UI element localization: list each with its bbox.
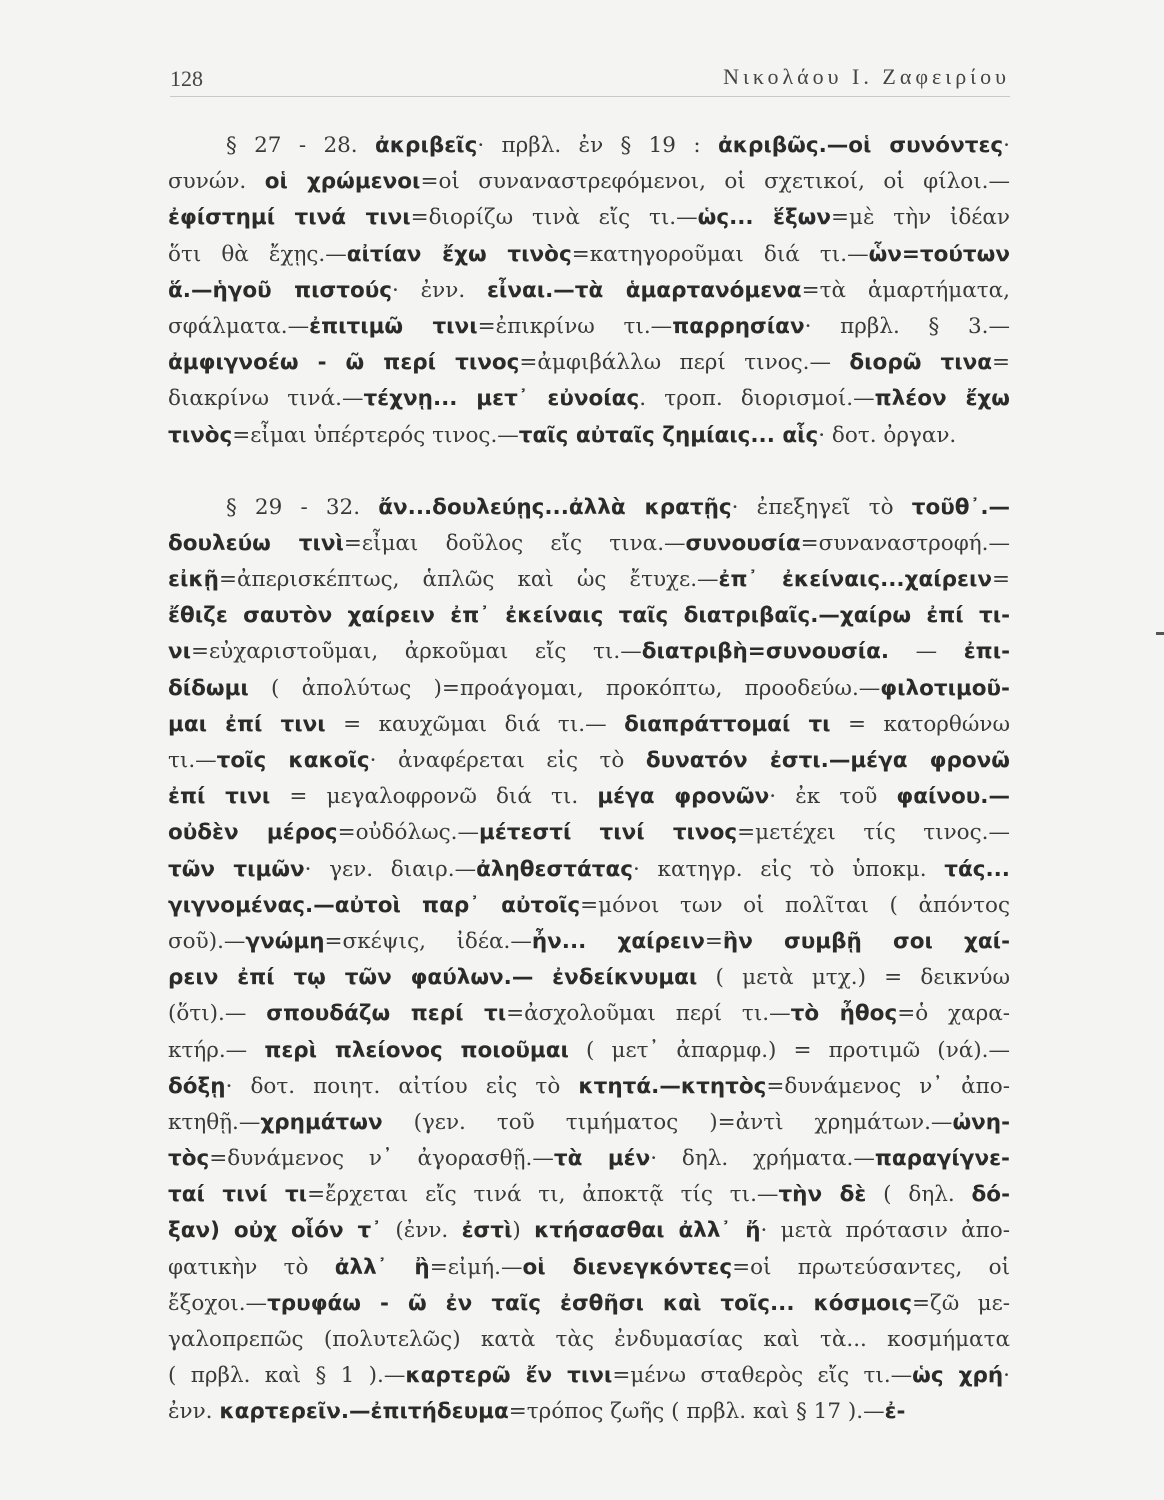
- text-line: δόξῃ· δοτ. ποιητ. αἰτίου εἰς τὸ κτητά.—κτητὸς=δυνάμενος ν᾽ ἀπο-: [168, 1073, 1010, 1099]
- page-number: 128: [170, 66, 203, 91]
- text-line: τινὸς=εἶμαι ὑπέρτερός τινος.—ταῖς αὐταῖς ζημίαις... αἷς· δοτ. ὀργαν.: [168, 422, 957, 448]
- text-line: τῶν τιμῶν· γεν. διαιρ.—ἀληθεστάτας· κατηγρ. εἰς τὸ ὑποκμ. τάς...: [168, 856, 1010, 882]
- text-line: § 29 - 32. ἄν...δουλεύῃς...ἀλλὰ κρατῇς· ἐπεξηγεῖ τὸ τοῦθ᾽.—: [226, 494, 1010, 520]
- text-line: τὸς=δυνάμενος ν᾽ ἀγορασθῇ.—τὰ μέν· δηλ. χρήματα.—παραγίγνε-: [168, 1146, 1010, 1172]
- text-line: οὐδὲν μέρος=οὐδόλως.—μέτεστί τινί τινος=μετέχει τίς τινος.—: [168, 820, 1010, 846]
- text-line: γαλοπρεπῶς (πολυτελῶς) κατὰ τὰς ἐνδυμασίας καὶ τὰ... κοσμήματα: [168, 1327, 1010, 1352]
- margin-mark: [1156, 632, 1164, 635]
- text-line: ἐνν. καρτερεῖν.—ἐπιτήδευμα=τρόπος ζωῆς ( πρβλ. καὶ § 17 ).—ἐ-: [168, 1399, 906, 1425]
- text-line: εἰκῇ=ἀπερισκέπτως, ἁπλῶς καὶ ὡς ἔτυχε.—ἐπ᾽ ἐκείναις...χαίρειν=: [168, 567, 1010, 593]
- text-line: ἔξοχοι.—τρυφάω - ῶ ἐν ταῖς ἐσθῆσι καὶ τοῖς... κόσμοις=ζῶ με-: [168, 1290, 1010, 1316]
- text-line: ξαν) οὐχ οἷόν τ᾽ (ἐνν. ἐστὶ) κτήσασθαι ἀλλ᾽ ἤ· μετὰ πρότασιν ἀπο-: [168, 1218, 1010, 1244]
- text-line: ὅτι θὰ ἔχῃς.—αἰτίαν ἔχω τινὸς=κατηγοροῦμαι διά τι.—ὧν=τούτων: [168, 241, 1010, 267]
- text-line: κτηθῇ.—χρημάτων (γεν. τοῦ τιμήματος )=ἀντὶ χρημάτων.—ὠνη-: [168, 1109, 1010, 1135]
- text-line: σφάλματα.—ἐπιτιμῶ τινι=ἐπικρίνω τι.—παρρησίαν· πρβλ. § 3.—: [168, 313, 1010, 339]
- text-line: ( πρβλ. καὶ § 1 ).—καρτερῶ ἔν τινι=μένω σταθερὸς εἴς τι.—ὡς χρή·: [168, 1363, 1010, 1389]
- text-line: ταί τινί τι=ἔρχεται εἴς τινά τι, ἀποκτᾷ τίς τι.—τὴν δὲ ( δηλ. δό-: [168, 1182, 1010, 1208]
- running-title: Νικολάου Ι. Ζαφειρίου: [723, 64, 1010, 89]
- text-line: ἐφίστημί τινά τινι=διορίζω τινὰ εἴς τι.—ὡς... ἕξων=μὲ τὴν ἰδέαν: [168, 205, 1010, 231]
- text-line: ἀμφιγνοέω - ῶ περί τινος=ἀμφιβάλλω περί τινος.— διορῶ τινα=: [168, 350, 1010, 376]
- commentary-text: [168, 128, 1010, 1431]
- text-line: σοῦ).—γνώμη=σκέψις, ἰδέα.—ἦν... χαίρειν=ἢν συμβῇ σοι χαί-: [168, 928, 1010, 954]
- text-line: ρειν ἐπί τῳ τῶν φαύλων.— ἐνδείκνυμαι ( μετὰ μτχ.) = δεικνύω: [168, 965, 1010, 991]
- text-line: νι=εὐχαριστοῦμαι, ἀρκοῦμαι εἴς τι.—διατριβὴ=συνουσία. — ἐπι-: [168, 639, 1010, 665]
- text-line: διακρίνω τινά.—τέχνῃ... μετ᾽ εὐνοίας. τροπ. διορισμοί.—πλέον ἔχω: [168, 386, 1010, 412]
- text-line: ἔθιζε σαυτὸν χαίρειν ἐπ᾽ ἐκείναις ταῖς διατριβαῖς.—χαίρω ἐπί τι-: [168, 603, 1010, 629]
- text-line: γιγνομένας.—αὐτοὶ παρ᾽ αὐτοῖς=μόνοι των οἱ πολῖται ( ἀπόντος: [168, 892, 1010, 918]
- paragraph-27-28: [168, 128, 1010, 454]
- paragraph-gap: [168, 454, 1010, 490]
- text-line: (ὅτι).— σπουδάζω περί τι=ἀσχολοῦμαι περί τι.—τὸ ἦθος=ὁ χαρα-: [168, 1001, 1010, 1027]
- text-line: ἐπί τινι = μεγαλοφρονῶ διά τι. μέγα φρονῶν· ἐκ τοῦ φαίνου.—: [168, 784, 1010, 810]
- text-line: δίδωμι ( ἀπολύτως )=προάγομαι, προκόπτω, προοδεύω.—φιλοτιμοῦ-: [168, 675, 1010, 701]
- text-line: § 27 - 28. ἀκριβεῖς· πρβλ. ἐν § 19 : ἀκριβῶς.—οἱ συνόντες·: [226, 133, 1010, 158]
- text-line: κτήρ.— περὶ πλείονος ποιοῦμαι ( μετ᾽ ἀπαρμφ.) = προτιμῶ (νά).—: [168, 1037, 1010, 1063]
- text-line: ἅ.—ἡγοῦ πιστούς· ἐνν. εἶναι.—τὰ ἁμαρτανόμενα=τὰ ἁμαρτήματα,: [168, 277, 1010, 303]
- paragraph-29-32: [168, 490, 1010, 1431]
- text-line: φατικὴν τὸ ἀλλ᾽ ἢ=εἰμή.—οἱ διενεγκόντες=οἱ πρωτεύσαντες, οἱ: [168, 1254, 1010, 1280]
- running-header: [170, 62, 1010, 97]
- text-line: δουλεύω τινὶ=εἶμαι δοῦλος εἴς τινα.—συνουσία=συναναστροφή.—: [168, 530, 1010, 556]
- text-line: τι.—τοῖς κακοῖς· ἀναφέρεται εἰς τὸ δυνατόν ἐστι.—μέγα φρονῶ: [168, 748, 1010, 773]
- text-line: μαι ἐπί τινι = καυχῶμαι διά τι.— διαπράττομαί τι = κατορθώνω: [168, 711, 1010, 737]
- text-line: συνών. οἱ χρώμενοι=οἱ συναναστρεφόμενοι, οἱ σχετικοί, οἱ φίλοι.—: [168, 169, 1010, 195]
